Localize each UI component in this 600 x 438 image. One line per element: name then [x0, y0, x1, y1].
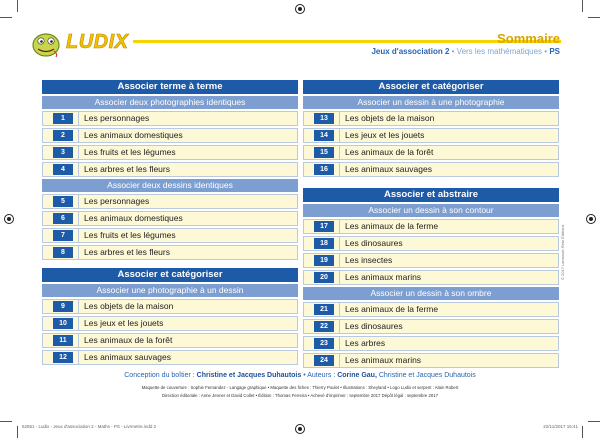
item-number: 7 [53, 230, 73, 241]
ludix-logo [30, 28, 129, 58]
credits-line-3: Direction éditoriale : Anne Jenner et David Collet • Édition : Thomas Ferreira • Achevé d'imprimer : septembre 2017 Dépôt légal : septembre 2017 [161, 393, 439, 398]
item-label: Les dinosaures [345, 321, 403, 331]
list-item [303, 253, 559, 268]
item-number: 13 [314, 113, 334, 124]
subtitle-level: PS [549, 47, 560, 56]
item-label: Les personnages [84, 196, 150, 206]
list-item [303, 111, 559, 126]
list-item [42, 145, 298, 160]
registration-mark-left [4, 214, 14, 224]
section-associer-et-categoriser-left [42, 268, 298, 365]
registration-mark-bottom [295, 424, 305, 434]
item-number: 19 [314, 255, 334, 266]
subtitle-series: Jeux d'association 2 [371, 47, 450, 56]
list-item [42, 162, 298, 177]
list-item [303, 219, 559, 234]
item-label: Les animaux sauvages [345, 164, 432, 174]
item-number: 15 [314, 147, 334, 158]
copyright-side-note: © 2017 Larousse-Retz Éditions [560, 224, 565, 280]
credits-line-2: Maquette de couverture : Sophie Fernandez - Langage graphique • Maquette des fiches : Thierry Poulet • Illustrations : Sheyland • Logo Ludix et serpent : Alain Robert [141, 385, 459, 390]
item-label: Les objets de la maison [84, 301, 174, 311]
item-number: 5 [53, 196, 73, 207]
registration-mark-top [295, 4, 305, 14]
item-number: 14 [314, 130, 334, 141]
item-label: Les animaux domestiques [84, 130, 183, 140]
item-label: Les arbres et les fleurs [84, 247, 170, 257]
group-subtitle: Associer un dessin à son contour [303, 204, 559, 217]
item-number: 22 [314, 321, 334, 332]
group-subtitle: Associer une photographie à un dessin [42, 284, 298, 297]
item-label: Les fruits et les légumes [84, 230, 176, 240]
item-label: Les animaux sauvages [84, 352, 171, 362]
item-number: 3 [53, 147, 73, 158]
item-label: Les insectes [345, 255, 393, 265]
item-number: 21 [314, 304, 334, 315]
item-number: 16 [314, 164, 334, 175]
item-number: 18 [314, 238, 334, 249]
item-number: 23 [314, 338, 334, 349]
item-label: Les dinosaures [345, 238, 403, 248]
print-slug-left: 52551 - Ludix - Jeux d'association 2 - Maths - PS - Livrmetre.indd 2 [22, 424, 157, 429]
item-number: 12 [53, 352, 73, 363]
list-item [42, 194, 298, 209]
section-associer-et-abstraire [303, 188, 559, 368]
list-item [303, 319, 559, 334]
item-number: 24 [314, 355, 334, 366]
group-subtitle: Associer deux photographies identiques [42, 96, 298, 109]
item-label: Les arbres et les fleurs [84, 164, 170, 174]
item-label: Les animaux de la ferme [345, 221, 439, 231]
list-item [42, 333, 298, 348]
list-item [42, 245, 298, 260]
credits-mid: • Auteurs : [303, 372, 336, 379]
registration-mark-right [586, 214, 596, 224]
list-item [42, 316, 298, 331]
item-label: Les jeux et les jouets [84, 318, 164, 328]
group-subtitle: Associer un dessin à une photographie [303, 96, 559, 109]
item-label: Les animaux de la ferme [345, 304, 439, 314]
section-title: Associer et catégoriser [303, 80, 559, 94]
group-subtitle: Associer deux dessins identiques [42, 179, 298, 192]
item-label: Les animaux de la forêt [84, 335, 173, 345]
section-title: Associer terme à terme [42, 80, 298, 94]
subtitle-topic: Vers les mathématiques [456, 47, 543, 56]
page-subtitle [371, 47, 560, 56]
list-item [42, 128, 298, 143]
list-item [42, 211, 298, 226]
item-label: Les objets de la maison [345, 113, 435, 123]
list-item [303, 270, 559, 285]
list-item [42, 111, 298, 126]
group-subtitle: Associer un dessin à son ombre [303, 287, 559, 300]
item-label: Les animaux de la forêt [345, 147, 434, 157]
item-number: 17 [314, 221, 334, 232]
item-label: Les animaux marins [345, 272, 422, 282]
item-number: 8 [53, 247, 73, 258]
credits-rest-authors: Christine et Jacques Duhautois [378, 372, 476, 379]
list-item [303, 302, 559, 317]
item-label: Les jeux et les jouets [345, 130, 425, 140]
item-label: Les personnages [84, 113, 150, 123]
list-item [303, 162, 559, 177]
section-associer-terme-a-terme [42, 80, 298, 260]
list-item [303, 336, 559, 351]
page-title: Sommaire [497, 31, 560, 46]
item-number: 11 [53, 335, 73, 346]
item-number: 1 [53, 113, 73, 124]
section-title: Associer et catégoriser [42, 268, 298, 282]
item-label: Les fruits et les légumes [84, 147, 176, 157]
item-label: Les animaux marins [345, 355, 422, 365]
list-item [303, 353, 559, 368]
credits-prefix: Conception du boîtier : [124, 372, 195, 379]
item-number: 4 [53, 164, 73, 175]
print-slug-right: 22/11/2017 15:41 [543, 424, 578, 429]
item-label: Les animaux domestiques [84, 213, 183, 223]
credits-line-1 [0, 372, 600, 379]
item-number: 9 [53, 301, 73, 312]
subtitle-dot: • [451, 47, 455, 56]
list-item [42, 228, 298, 243]
list-item [303, 145, 559, 160]
item-number: 10 [53, 318, 73, 329]
list-item [303, 128, 559, 143]
item-number: 2 [53, 130, 73, 141]
item-label: Les arbres [345, 338, 386, 348]
list-item [42, 350, 298, 365]
subtitle-dot-2: • [544, 47, 548, 56]
section-associer-et-categoriser-right [303, 80, 559, 177]
item-number: 6 [53, 213, 73, 224]
list-item [42, 299, 298, 314]
credits-main-author: Corine Gau, [337, 372, 377, 379]
brand-name: LUDIX [66, 31, 129, 53]
section-title: Associer et abstraire [303, 188, 559, 202]
item-number: 20 [314, 272, 334, 283]
credits-box-authors: Christine et Jacques Duhautois [196, 372, 302, 379]
list-item [303, 236, 559, 251]
